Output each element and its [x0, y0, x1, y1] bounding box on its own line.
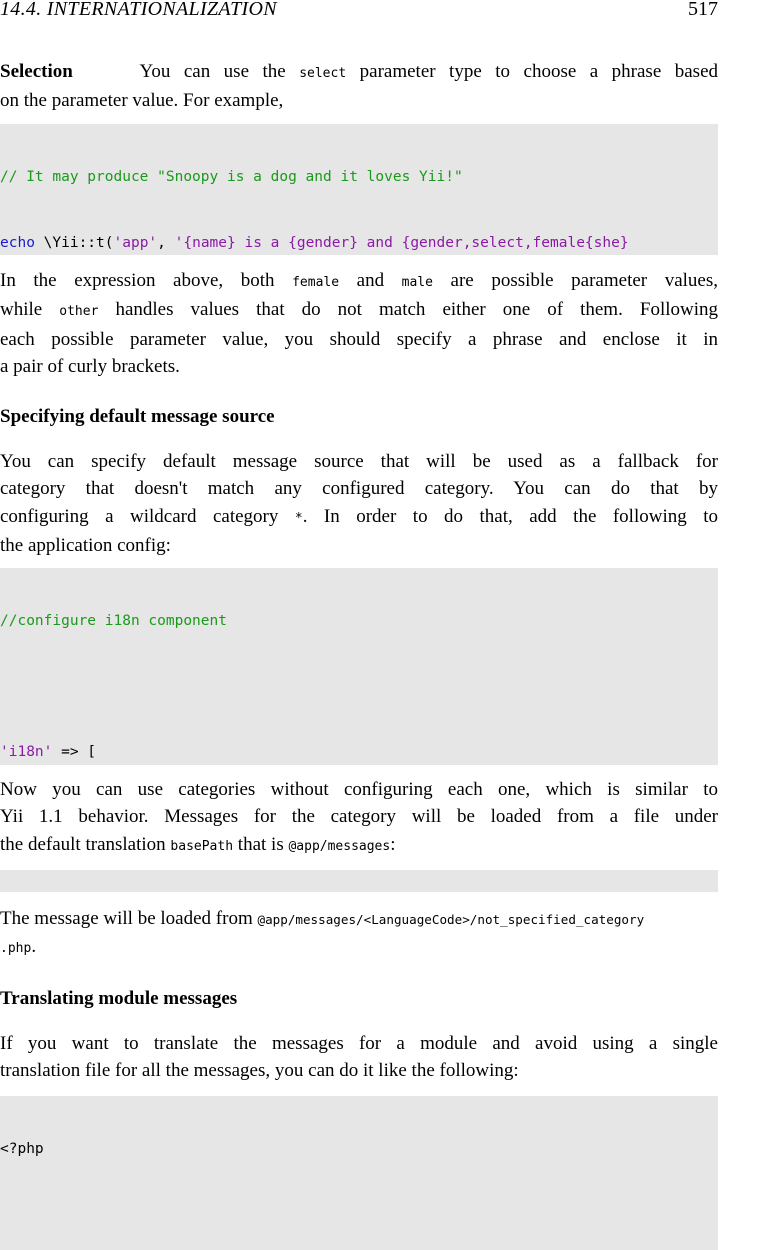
section-heading-module-messages: Translating module messages [0, 988, 238, 1009]
header-page-number: 517 [688, 0, 718, 20]
selection-line-1: Selection You can use the select parameter type to choose a phrase based [0, 61, 718, 82]
selection-heading: Selection [0, 61, 73, 82]
default-source-paragraph: You can specify default message source that will be used as a fallback for category that doesn't match any configured category. You can do that by configuring a wildcard category *. In order to do that, add the following to the application config: [0, 451, 718, 557]
code-line: 'i18n' => [ [0, 743, 97, 760]
code-line: <?php [0, 1141, 44, 1158]
code-block-selection [0, 124, 718, 255]
inline-code-other: other [59, 304, 99, 320]
categories-paragraph: Now you can use categories without configuring each one, which is similar to Yii 1.1 behavior. Messages for the category will be loaded from a file under the default translation basePath that is @app/messages: [0, 779, 718, 855]
inline-code-basepath: basePath [170, 838, 234, 854]
selection-explanation-paragraph: In the expression above, both female and male are possible parameter values, while other handles values that do not match either one of them. Following each possible parameter value, you should specify a phrase and enclose it in a pair of curly brackets. [0, 270, 718, 378]
inline-code-wildcard: * [294, 510, 303, 526]
code-comment: // It may produce "Snoopy is a dog and it loves Yii!" [0, 169, 463, 186]
inline-code-female: female [292, 275, 340, 290]
code-comment: //configure i18n component [0, 613, 227, 630]
section-heading-default-source: Specifying default message source [0, 406, 275, 427]
code-line: echo \Yii::t('app', '{name} is a {gender} and {gender,select,female{she} [0, 234, 629, 251]
code-block-i18n-config [0, 568, 718, 765]
running-header [0, 0, 718, 24]
selection-paragraph [0, 58, 718, 115]
inline-code-path: @app/messages/<LanguageCode>/not_specified_category [257, 912, 645, 927]
inline-code-select: select [299, 66, 347, 81]
inline-code-male: male [401, 275, 433, 290]
header-section-title: 14.4. INTERNATIONALIZATION [0, 0, 277, 20]
inline-code-app-messages: @app/messages [288, 838, 391, 854]
selection-line-2: on the parameter value. For example, [0, 90, 284, 112]
module-messages-paragraph: If you want to translate the messages for a module and avoid using a single translation file for all the messages, you can do it like the following: [0, 1033, 718, 1082]
code-block-module [0, 1096, 718, 1250]
inline-code-php-ext: .php [0, 941, 32, 957]
loaded-from-paragraph: The message will be loaded from @app/messages/<LanguageCode>/not_specified_category .php. [0, 908, 645, 958]
code-block-echo [0, 870, 718, 892]
